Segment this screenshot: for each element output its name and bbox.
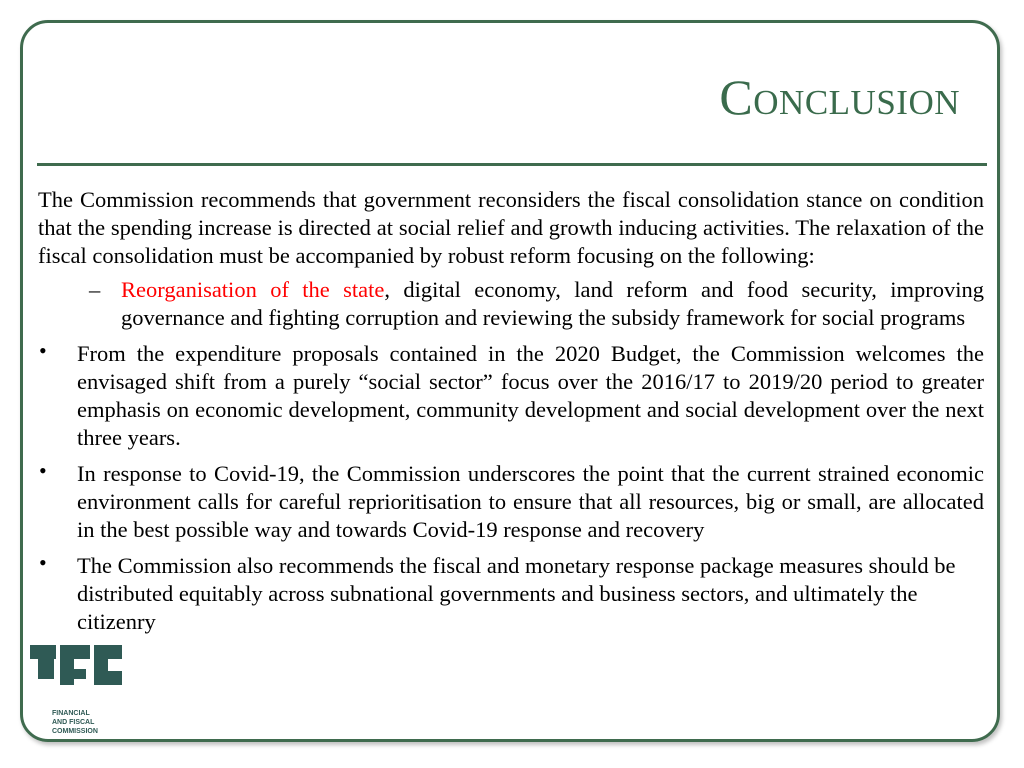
list-item <box>38 340 984 452</box>
logo-line-2: AND FISCAL <box>52 719 95 726</box>
bullet-text: The Commission also recommends the fiscal and monetary response package measures should be distributed equitably across subnational governments and business sectors, and ultimately the citizenry <box>77 553 956 634</box>
intro-paragraph: The Commission recommends that government reconsiders the fiscal consolidation stance on condition that the spending increase is directed at social relief and growth inducing activities. The relaxation of the fiscal consolidation must be accompanied by robust reform focusing on the following: <box>38 187 984 268</box>
slide-title: Conclusion <box>719 69 960 125</box>
logo-line-3: COMMISSION <box>52 728 98 735</box>
logo-line-1: FINANCIAL <box>52 710 90 717</box>
dash-bullet: – <box>89 277 101 302</box>
bullet-text: From the expenditure proposals contained in the 2020 Budget, the Commission welcomes the envisaged shift from a purely “social sector” focus over the 2016/17 to 2019/20 period to greater emphasis on economic development, community development and social development over the next three years. <box>77 341 984 450</box>
ffc-logo <box>30 645 126 739</box>
title-divider <box>37 163 987 166</box>
highlighted-text: Reorganisation of the state <box>121 277 385 302</box>
bullet-list <box>38 340 984 636</box>
sub-item-text: , digital economy, land reform and food security, improving governance and fighting corruption and reviewing the subsidy framework for social programs <box>121 277 984 330</box>
sub-item <box>89 276 984 332</box>
bullet-icon: • <box>39 550 47 575</box>
list-item <box>38 552 972 636</box>
list-item <box>38 460 984 544</box>
bullet-text: In response to Covid-19, the Commission underscores the point that the current strained economic environment calls for careful reprioritisation to ensure that all resources, big or small, are allocated in the best possible way and towards Covid-19 response and recovery <box>77 461 984 542</box>
bullet-icon: • <box>39 458 47 483</box>
bullet-icon: • <box>39 338 47 363</box>
slide-body <box>38 186 984 644</box>
